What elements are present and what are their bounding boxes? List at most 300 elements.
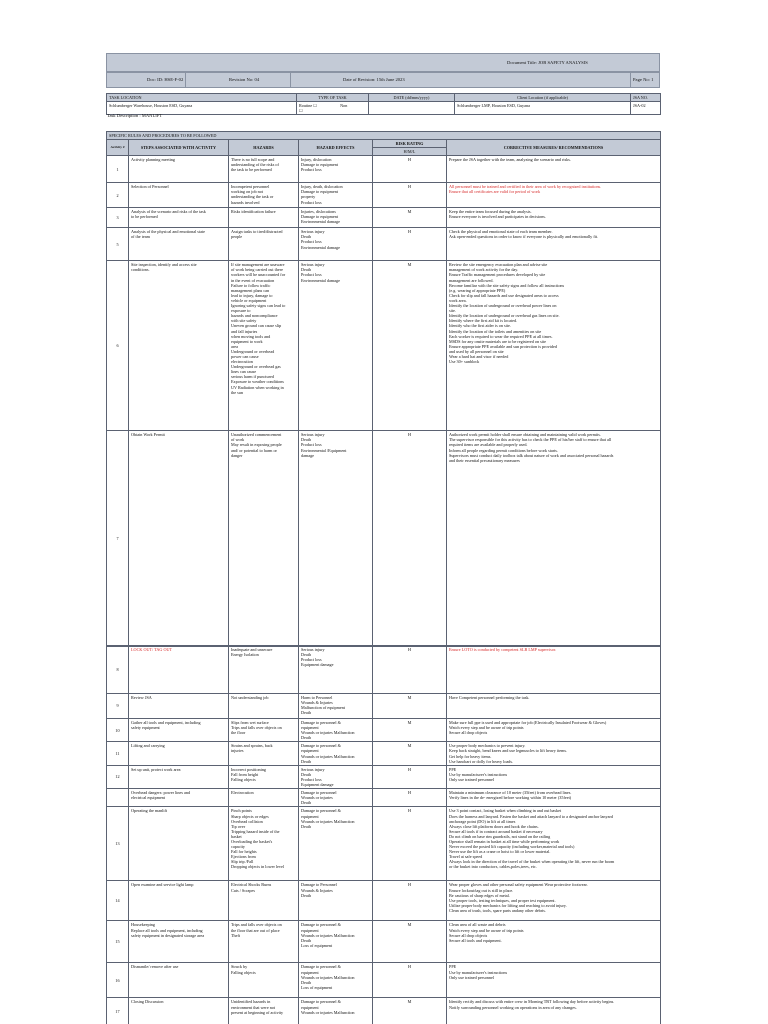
hazard-effects-cell — [299, 998, 373, 1024]
hazard-effects-cell — [299, 881, 373, 921]
text-line: management plans can — [231, 287, 270, 293]
text-line: Slips from wet surface — [231, 720, 269, 725]
activity-step — [129, 228, 229, 261]
text-line: Wear proper gloves and other personal safety equipment Wear protective footwear. — [449, 882, 588, 888]
hazards-cell — [229, 646, 299, 694]
table-row — [107, 183, 661, 208]
hazards-cell — [229, 156, 299, 183]
text-line: Death — [301, 652, 311, 658]
hazard-effects-cell — [299, 431, 373, 647]
text-line: Watch every step and be aware of trip points — [449, 725, 524, 731]
text-line: Damage to equipment — [301, 214, 338, 220]
text-line: Equipment damage — [301, 662, 334, 668]
activity-number: 8 — [107, 646, 129, 694]
text-line: Identify the location of underground or overhead gas lines on site. — [449, 313, 560, 319]
col-risk-sub: H/M/L — [373, 148, 447, 156]
text-line: Keep back straight, bend knees and use legmuscles to lift heavy items. — [449, 748, 568, 754]
text-line: Analysis of the scenario and risks of the task — [131, 209, 206, 215]
date-value — [369, 102, 455, 115]
text-line: damage — [301, 452, 315, 458]
hazard-effects-cell — [299, 228, 373, 261]
text-line: power can cause — [231, 353, 259, 359]
text-line: Make sure full ppe is used and appropriate for job (Electrically Insulated Footwear & Gloves) — [449, 720, 607, 725]
text-line: Product loss — [301, 272, 322, 278]
divider — [290, 72, 291, 88]
text-line: Underground or overhead gas — [231, 364, 281, 370]
activity-step — [129, 431, 229, 647]
risk-rating: H — [373, 431, 447, 647]
text-line: Death — [301, 892, 311, 898]
text-line: Secure all drop objects — [449, 932, 488, 938]
text-line: Death — [301, 823, 311, 829]
text-line: Wounds or injuries Malfunction — [301, 730, 355, 736]
text-line: and used by all personnel on site — [449, 348, 504, 354]
text-line: Secure all drop objects — [449, 730, 488, 736]
text-line: Tip over — [231, 823, 246, 829]
text-line: Identify where the first aid kit is located. — [449, 318, 518, 324]
text-line: PPE — [449, 766, 457, 772]
corrective-measures-cell — [447, 208, 661, 228]
text-line: Closing Discussion — [131, 999, 164, 1005]
risk-rating: M — [373, 208, 447, 228]
hazards-cell — [229, 789, 299, 807]
activity-step — [129, 183, 229, 208]
text-line: Keep the entire team focused during the analysis. — [449, 209, 532, 215]
text-line: to be performed — [131, 214, 158, 220]
text-line: Environmental damage — [301, 244, 340, 250]
table-row — [107, 431, 661, 647]
activity-step — [129, 789, 229, 807]
activity-number: 15 — [107, 921, 129, 963]
text-line: Serious injury — [301, 432, 325, 438]
text-line: Underground or overhead — [231, 348, 275, 354]
hazard-effects-cell — [299, 742, 373, 765]
doc-meta-band — [106, 72, 660, 88]
text-line: equipment to work — [231, 338, 263, 344]
text-line: Damage to equipment — [301, 162, 338, 168]
risk-rating: M — [373, 998, 447, 1024]
activity-number: 14 — [107, 881, 129, 921]
hazards-cell — [229, 431, 299, 647]
table-row — [107, 261, 661, 431]
text-line: Death — [301, 437, 311, 443]
hazard-effects-cell — [299, 719, 373, 742]
hazard-effects-cell — [299, 963, 373, 998]
col-steps: STEPS ASSOCIATED WITH ACTIVITY — [129, 140, 229, 156]
risk-rating: M — [373, 742, 447, 765]
hazard-effects-cell — [299, 208, 373, 228]
hazard-effects-cell — [299, 921, 373, 963]
task-location-value: Schlumberger Warehouse, Houston ESD, Guyana — [107, 102, 297, 115]
hazards-cell — [229, 998, 299, 1024]
text-line: Notify surrounding personnel working on operations in area of any changes. — [449, 1004, 577, 1010]
text-line: Identify the location of underground or overhead power lines on — [449, 303, 557, 309]
page-number: Page No: 1 — [633, 77, 654, 82]
corrective-measures-cell — [447, 998, 661, 1024]
text-line: Review JSA — [131, 695, 152, 700]
text-line: Verify lines in the de- energized before working within 10 meter (35feet) — [449, 795, 572, 801]
text-line: The supervisor responsible for this activity has to check the PPE of his/her staff to ensure that all — [449, 437, 612, 443]
text-line: Death — [301, 758, 311, 764]
activity-step — [129, 881, 229, 921]
text-line: Travel at safe speed — [449, 854, 483, 860]
text-line: management are followed. — [449, 277, 494, 283]
text-line: Product loss — [301, 167, 322, 173]
jsa-no-label: JSA NO. — [631, 94, 661, 102]
text-line: Clean area of trash, tools, spare parts andany other debris. — [449, 907, 546, 913]
text-line: Check for slip and fall hazards and use designated areas to access — [449, 292, 559, 298]
text-line: of the team — [131, 234, 150, 240]
text-line: Tripping hazard inside of the — [231, 828, 280, 834]
text-line: Electrical Shocks Burns — [231, 882, 272, 888]
hazard-effects-cell — [299, 807, 373, 881]
text-line: present at beginning of activity — [231, 1009, 284, 1015]
text-line: Loss of equipment — [301, 984, 333, 990]
hazard-effects-cell — [299, 646, 373, 694]
text-line: Identify the location of the toilets and amenities on site — [449, 328, 542, 334]
text-line: If site management are unaware — [231, 262, 285, 268]
text-line: Operator shall remain in basket at all time while performing work — [449, 838, 560, 844]
text-line: There is no full scope and — [231, 157, 275, 163]
text-line: Site inspection, identify and access site — [131, 262, 197, 268]
text-line: Theft — [231, 932, 241, 938]
text-line: Activity planning meeting — [131, 157, 175, 163]
activity-step — [129, 156, 229, 183]
text-line: Always look in the direction of the travel of the basket when operating the lift, never run the boom — [449, 859, 615, 865]
table-row — [107, 998, 661, 1024]
text-line: (e.g. wearing of appropriate PPE) — [449, 287, 506, 293]
text-line: Dismantle/ remove after use — [131, 964, 179, 970]
activity-step — [129, 208, 229, 228]
activity-step — [129, 261, 229, 431]
text-line: Prepare the JSA together with the team, analyzing the scenario and risks. — [449, 157, 571, 163]
hazards-cell — [229, 183, 299, 208]
text-line: Damage to Personnel — [301, 882, 337, 888]
doc-title-band — [106, 53, 660, 72]
text-line: Death — [301, 267, 311, 273]
activity-step — [129, 921, 229, 963]
corrective-measures-cell — [447, 765, 661, 788]
text-line: safety equipment — [131, 725, 160, 731]
text-line: Environmental /Equipment — [301, 447, 347, 453]
text-line: Dropping objects in lower level — [231, 864, 285, 870]
text-line: the sun — [231, 389, 243, 395]
text-line: Maintain a minimum clearance of 10 meter (35feet) from overhead lines. — [449, 790, 572, 796]
text-line: lead to injury, damage to — [231, 292, 273, 298]
activity-number: 2 — [107, 183, 129, 208]
hazards-cell — [229, 719, 299, 742]
revision-date: Date of Revision: 15th June 2023 — [343, 77, 405, 82]
revision-no: Revision No: 04 — [229, 77, 260, 82]
text-line: working on job not — [231, 189, 263, 195]
text-line: Gather all tools and equipment, including — [131, 720, 201, 725]
text-line: Get help for heavy items. — [449, 753, 492, 759]
text-line: Product loss — [301, 199, 322, 205]
text-line: equipment — [301, 748, 319, 754]
text-line: Falling objects — [231, 969, 256, 975]
col-activity-no: Activity # — [107, 140, 129, 156]
date-label: DATE (dd/mm/yyyy) — [369, 94, 455, 102]
activity-number: 12 — [107, 765, 129, 788]
text-line: Slip trip /Fall — [231, 859, 254, 865]
hazard-effects-cell — [299, 183, 373, 208]
text-line: Struck by — [231, 964, 248, 970]
activity-number: 3 — [107, 208, 129, 228]
text-line: Serious injury — [301, 766, 325, 772]
text-line: Be cautious of sharp edges of metal. — [449, 892, 510, 898]
activity-number: 11 — [107, 742, 129, 765]
text-line: Use handcart or dolly for heavy loads. — [449, 758, 514, 764]
risk-rating: H — [373, 807, 447, 881]
text-line: Does the harness and lanyard. Fasten the basket and attach lanyard to a designated anchor lanyard — [449, 813, 613, 819]
text-line: Product loss — [301, 442, 322, 448]
rules-title: SPECIFIC RULES AND PROCEDURES TO BE FOLLOWED — [107, 132, 661, 140]
text-line: Death — [301, 937, 311, 943]
text-line: Ensure LOTO is conducted by competent SLB LMP supervisor. — [449, 647, 557, 652]
risk-rating: M — [373, 921, 447, 963]
hazards-cell — [229, 228, 299, 261]
hazards-cell — [229, 261, 299, 431]
activity-step — [129, 742, 229, 765]
text-line: the task to be performed — [231, 167, 272, 173]
type-of-task-options — [297, 102, 369, 115]
text-line: equipment — [301, 1004, 319, 1010]
table-row — [107, 789, 661, 807]
text-line: Wounds & Injuries — [301, 700, 333, 706]
text-line: Identify who the first aider is on site. — [449, 323, 511, 329]
activity-step — [129, 719, 229, 742]
text-line: Wounds or injuries Malfunction — [301, 753, 355, 759]
text-line: Ejections from — [231, 854, 256, 860]
corrective-measures-cell — [447, 431, 661, 647]
corrective-measures-cell — [447, 921, 661, 963]
text-line: Become familiar with the site safety signs and follow all instructions — [449, 282, 565, 288]
text-line: LOCK OUT/ TAG OUT — [131, 647, 173, 652]
text-line: Wounds or injuries Malfunction — [301, 974, 355, 980]
text-line: May result in exposing people — [231, 442, 282, 448]
text-line: equipment — [301, 927, 319, 933]
text-line: Injury, dislocation — [301, 157, 332, 163]
text-line: Fall from height — [231, 771, 259, 777]
corrective-measures-cell — [447, 261, 661, 431]
text-line: Identify rectify and discuss with entire crew in Morning TBT following day before activity begins. — [449, 999, 615, 1005]
text-line: area — [231, 343, 238, 349]
text-line: Only use trained personnel — [449, 776, 495, 782]
corrective-measures-cell — [447, 183, 661, 208]
text-line: Loss of equipment — [301, 942, 333, 948]
task-info-table — [106, 93, 661, 115]
text-line: Harm to Personnel — [301, 695, 333, 700]
text-line: Environmental damage — [301, 219, 340, 225]
text-line: site. — [449, 308, 456, 314]
text-line: Environmental damage — [301, 277, 340, 283]
text-line: Incompetent personnel — [231, 184, 270, 190]
table-row — [107, 807, 661, 881]
text-line: Use proper body mechanics to prevent injury. — [449, 743, 526, 749]
text-line: Inadequate and unsecure — [231, 647, 273, 652]
text-line: Only use trained personnel — [449, 974, 495, 980]
text-line: Review the site emergency evacuation plan and advise site — [449, 262, 548, 268]
text-line: Wounds or injuries — [301, 795, 333, 801]
jsa-no-value: JSA-02 — [631, 102, 661, 115]
text-line: Damage to personnel & — [301, 808, 341, 814]
activity-number: 6 — [107, 261, 129, 431]
text-line: Product loss — [301, 657, 322, 663]
risk-rating: M — [373, 694, 447, 719]
text-line: Ask open-ended questions in order to know if everyone is physically and emotionally fit. — [449, 234, 599, 240]
type-of-task-label: TYPE OF TASK — [297, 94, 369, 102]
col-risk-rating: RISK RATING — [373, 140, 447, 148]
text-line: management of work activity for the day. — [449, 267, 519, 273]
activity-number: 13 — [107, 807, 129, 881]
text-line: workers will be unaccounted for — [231, 272, 286, 278]
text-line: vehicle or equipment — [231, 297, 267, 303]
text-line: Analysis of the physical and emotional state — [131, 229, 205, 235]
text-line: Wear a hard hat and visor if needed — [449, 353, 509, 359]
text-line: Damage to personnel — [301, 790, 337, 796]
text-line: safety equipment in designated storage area — [131, 932, 205, 938]
activity-number: 16 — [107, 963, 129, 998]
text-line: Damage to personnel & — [301, 743, 341, 749]
text-line: capacity — [231, 844, 245, 850]
risk-rating: H — [373, 963, 447, 998]
risk-rating: H — [373, 228, 447, 261]
text-line: with site safety — [231, 318, 257, 324]
text-line: environment that were not — [231, 1004, 276, 1010]
table-row — [107, 156, 661, 183]
text-line: Secure all tools and equipment. — [449, 937, 502, 943]
text-line: people — [231, 234, 243, 240]
jsa-table-page-2 — [106, 645, 661, 1024]
corrective-measures-cell — [447, 156, 661, 183]
table-row — [107, 719, 661, 742]
text-line: Fall for heights — [231, 849, 257, 855]
jsa-table-page-1 — [106, 131, 661, 647]
text-line: PPE — [449, 964, 457, 970]
text-line: All personnel must be trained and certified in their area of work by recognized institutions. — [449, 184, 602, 190]
client-location-label: Client Location (if applicable) — [455, 94, 631, 102]
corrective-measures-cell — [447, 963, 661, 998]
hazards-cell — [229, 963, 299, 998]
text-line: and/ or potential to harm or — [231, 447, 277, 453]
table-row — [107, 881, 661, 921]
text-line: Supervisors must conduct daily toolbox talk about nature of work and associated personal hazards — [449, 452, 614, 458]
hazard-effects-cell — [299, 156, 373, 183]
text-line: when moving tools and — [231, 333, 271, 339]
text-line: of work being carried out there — [231, 267, 283, 273]
hazards-cell — [229, 742, 299, 765]
hazard-effects-cell — [299, 765, 373, 788]
activity-step — [129, 765, 229, 788]
hazards-cell — [229, 807, 299, 881]
text-line: Death — [301, 710, 311, 716]
text-line: Wounds or injuries Malfunction — [301, 1009, 355, 1015]
activity-number: 17 — [107, 998, 129, 1024]
col-hazards: HAZARDS — [229, 140, 299, 156]
text-line: Use by manufacturer's instructions — [449, 771, 508, 777]
text-line: and fall injuries — [231, 328, 258, 334]
task-description: Task Description : MANLIFT — [107, 113, 163, 118]
activity-step — [129, 963, 229, 998]
text-line: understanding the task or — [231, 194, 274, 200]
text-line: Not understanding job — [231, 695, 269, 700]
text-line: Inform all people regarding permit conditions before work starts. — [449, 447, 558, 453]
hazards-cell — [229, 765, 299, 788]
table-row — [107, 694, 661, 719]
risk-rating: H — [373, 765, 447, 788]
text-line: Serious injury — [301, 229, 325, 235]
text-line: Use proper tools, testing techniques, and proper test equipment. — [449, 897, 556, 903]
text-line: anchorage point (DO) in lift at all times — [449, 818, 516, 824]
corrective-measures-cell — [447, 646, 661, 694]
text-line: Death — [301, 800, 311, 806]
corrective-measures-cell — [447, 719, 661, 742]
text-line: conditions. — [131, 267, 150, 273]
text-line: Obtain Work Permit — [131, 432, 165, 438]
text-line: Operating the manlift — [131, 808, 168, 814]
text-line: Death — [301, 735, 311, 741]
text-line: Falling objects — [231, 776, 256, 782]
text-line: work area. — [449, 297, 467, 303]
text-line: property — [301, 194, 316, 200]
risk-rating: H — [373, 789, 447, 807]
text-line: exposure to — [231, 308, 251, 314]
table-row — [107, 765, 661, 788]
text-line: Electrocution — [231, 790, 254, 796]
text-line: Risks identification failure — [231, 209, 276, 215]
table-row — [107, 921, 661, 963]
text-line: Wounds or injuries Malfunction — [301, 932, 355, 938]
text-line: in the event of evacuation — [231, 277, 275, 283]
text-line: Ensure Traffic management procedures developed by site — [449, 272, 546, 278]
table-row — [107, 646, 661, 694]
text-line: Unauthorized commencement — [231, 432, 282, 438]
text-line: Strains and sprains, back — [231, 743, 273, 749]
text-line: basket — [231, 833, 242, 839]
text-line: UV Radiation when working in — [231, 384, 284, 390]
text-line: Open examine and service light lamp — [131, 882, 194, 888]
text-line: danger — [231, 452, 243, 458]
activity-number: 1 — [107, 156, 129, 183]
text-line: Product loss — [301, 239, 322, 245]
text-line: Failure to follow traffic — [231, 282, 271, 288]
text-line: Use 30+ sunblock — [449, 359, 480, 365]
text-line: hazards and noncompliance — [231, 313, 278, 319]
corrective-measures-cell — [447, 807, 661, 881]
table-row — [107, 963, 661, 998]
text-line: Incorrect positioning — [231, 766, 267, 772]
activity-step — [129, 807, 229, 881]
hazards-cell — [229, 881, 299, 921]
text-line: equipment — [301, 969, 319, 975]
text-line: Lifting and carrying — [131, 743, 165, 749]
hazards-cell — [229, 694, 299, 719]
doc-id: Doc: ID: HSE-F-02 — [147, 77, 184, 82]
task-location-label: TASK LOCATION — [107, 94, 297, 102]
text-line: Never exceed the posted lift capacity (including worker,material and tools) — [449, 844, 575, 850]
corrective-measures-cell — [447, 694, 661, 719]
routine-checkbox[interactable]: Routine ☐ — [299, 103, 318, 109]
risk-rating: H — [373, 881, 447, 921]
activity-number — [107, 789, 129, 807]
hazard-effects-cell — [299, 694, 373, 719]
activity-number: 5 — [107, 228, 129, 261]
text-line: Damage to personnel & — [301, 964, 341, 970]
text-line: Trips and falls over objects on — [231, 922, 282, 928]
text-line: Use 3 point contact, losing basket when climbing in and out basket — [449, 808, 562, 814]
non-routine-checkbox[interactable]: ☐ — [299, 108, 303, 114]
text-line: Watch every step and be aware of trip points — [449, 927, 524, 933]
